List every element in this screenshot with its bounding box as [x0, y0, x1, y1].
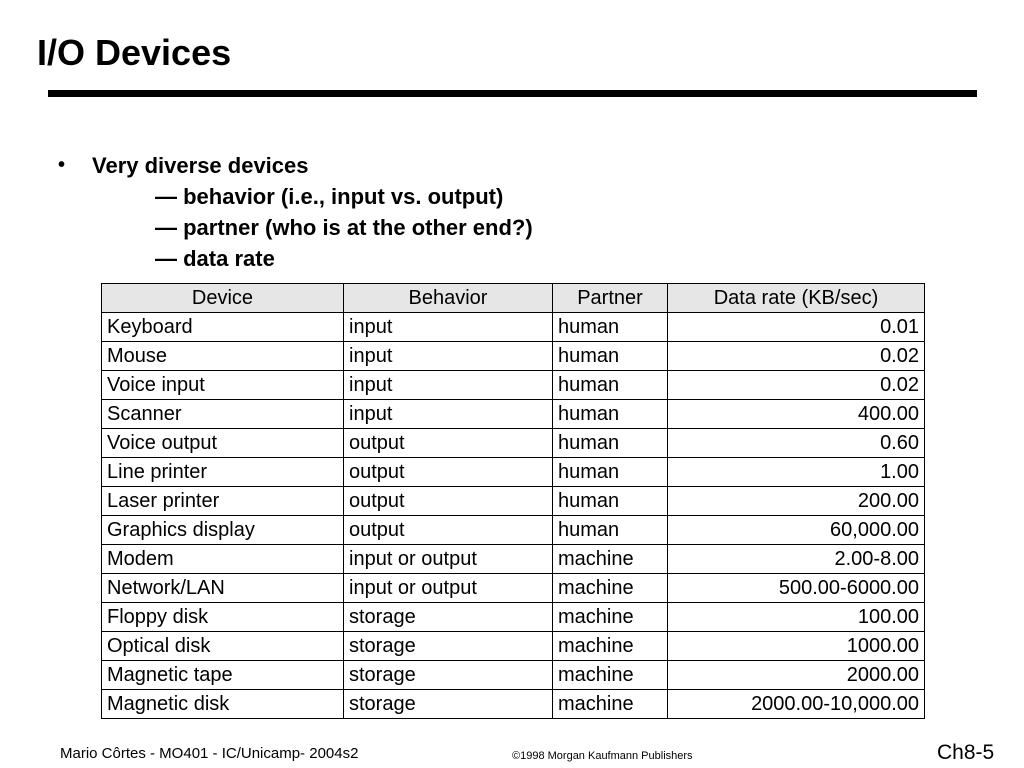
cell-device: Laser printer: [102, 487, 344, 516]
cell-behavior: storage: [344, 632, 553, 661]
cell-data-rate: 0.60: [668, 429, 925, 458]
cell-partner: machine: [553, 690, 668, 719]
bullet-subitem-data-rate: — data rate: [155, 246, 275, 271]
table-row: [102, 487, 925, 516]
cell-behavior: storage: [344, 690, 553, 719]
title-underline: [48, 90, 977, 97]
cell-device: Line printer: [102, 458, 344, 487]
table-row: [102, 545, 925, 574]
cell-data-rate: 400.00: [668, 400, 925, 429]
cell-device: Voice output: [102, 429, 344, 458]
table-row: [102, 313, 925, 342]
bullet-marker: •: [58, 154, 66, 176]
table-row: [102, 371, 925, 400]
cell-behavior: output: [344, 516, 553, 545]
cell-data-rate: 2000.00: [668, 661, 925, 690]
cell-data-rate: 500.00-6000.00: [668, 574, 925, 603]
cell-partner: machine: [553, 632, 668, 661]
cell-data-rate: 0.01: [668, 313, 925, 342]
cell-device: Magnetic tape: [102, 661, 344, 690]
cell-device: Voice input: [102, 371, 344, 400]
cell-data-rate: 1.00: [668, 458, 925, 487]
cell-partner: human: [553, 313, 668, 342]
cell-device: Network/LAN: [102, 574, 344, 603]
cell-partner: machine: [553, 574, 668, 603]
cell-device: Floppy disk: [102, 603, 344, 632]
cell-behavior: input: [344, 313, 553, 342]
footer-copyright: ©1998 Morgan Kaufmann Publishers: [512, 750, 693, 762]
cell-behavior: input: [344, 400, 553, 429]
cell-partner: machine: [553, 545, 668, 574]
cell-data-rate: 0.02: [668, 371, 925, 400]
table-row: [102, 661, 925, 690]
cell-device: Mouse: [102, 342, 344, 371]
table-row: [102, 429, 925, 458]
cell-data-rate: 60,000.00: [668, 516, 925, 545]
cell-device: Graphics display: [102, 516, 344, 545]
cell-partner: machine: [553, 661, 668, 690]
header-data-rate: Data rate (KB/sec): [668, 284, 925, 313]
table-row: [102, 516, 925, 545]
table-row: [102, 458, 925, 487]
bullet-subitem-behavior: — behavior (i.e., input vs. output): [155, 184, 504, 209]
table-row: [102, 632, 925, 661]
cell-partner: human: [553, 429, 668, 458]
cell-data-rate: 0.02: [668, 342, 925, 371]
cell-behavior: input: [344, 342, 553, 371]
cell-behavior: storage: [344, 603, 553, 632]
cell-partner: human: [553, 487, 668, 516]
header-behavior: Behavior: [344, 284, 553, 313]
table-header-row: [102, 284, 925, 313]
cell-behavior: output: [344, 429, 553, 458]
cell-behavior: storage: [344, 661, 553, 690]
cell-behavior: input or output: [344, 545, 553, 574]
table-row: [102, 400, 925, 429]
cell-device: Optical disk: [102, 632, 344, 661]
table-row: [102, 603, 925, 632]
cell-partner: human: [553, 516, 668, 545]
bullet-main-text: Very diverse devices: [92, 153, 309, 178]
header-device: Device: [102, 284, 344, 313]
cell-device: Magnetic disk: [102, 690, 344, 719]
cell-partner: machine: [553, 603, 668, 632]
table-row: [102, 574, 925, 603]
cell-partner: human: [553, 342, 668, 371]
slide-title: I/O Devices: [37, 32, 232, 73]
table-row: [102, 690, 925, 719]
cell-behavior: input: [344, 371, 553, 400]
cell-data-rate: 1000.00: [668, 632, 925, 661]
footer-slide-number: Ch8-5: [937, 741, 995, 764]
cell-partner: human: [553, 458, 668, 487]
table-row: [102, 342, 925, 371]
cell-device: Modem: [102, 545, 344, 574]
cell-behavior: input or output: [344, 574, 553, 603]
cell-data-rate: 200.00: [668, 487, 925, 516]
cell-partner: human: [553, 371, 668, 400]
cell-device: Keyboard: [102, 313, 344, 342]
cell-data-rate: 2000.00-10,000.00: [668, 690, 925, 719]
bullet-subitem-partner: — partner (who is at the other end?): [155, 215, 533, 240]
cell-partner: human: [553, 400, 668, 429]
header-partner: Partner: [553, 284, 668, 313]
cell-behavior: output: [344, 458, 553, 487]
cell-device: Scanner: [102, 400, 344, 429]
cell-data-rate: 100.00: [668, 603, 925, 632]
cell-data-rate: 2.00-8.00: [668, 545, 925, 574]
io-devices-table: [101, 283, 925, 719]
cell-behavior: output: [344, 487, 553, 516]
footer-author: Mario Côrtes - MO401 - IC/Unicamp- 2004s2: [60, 745, 359, 762]
